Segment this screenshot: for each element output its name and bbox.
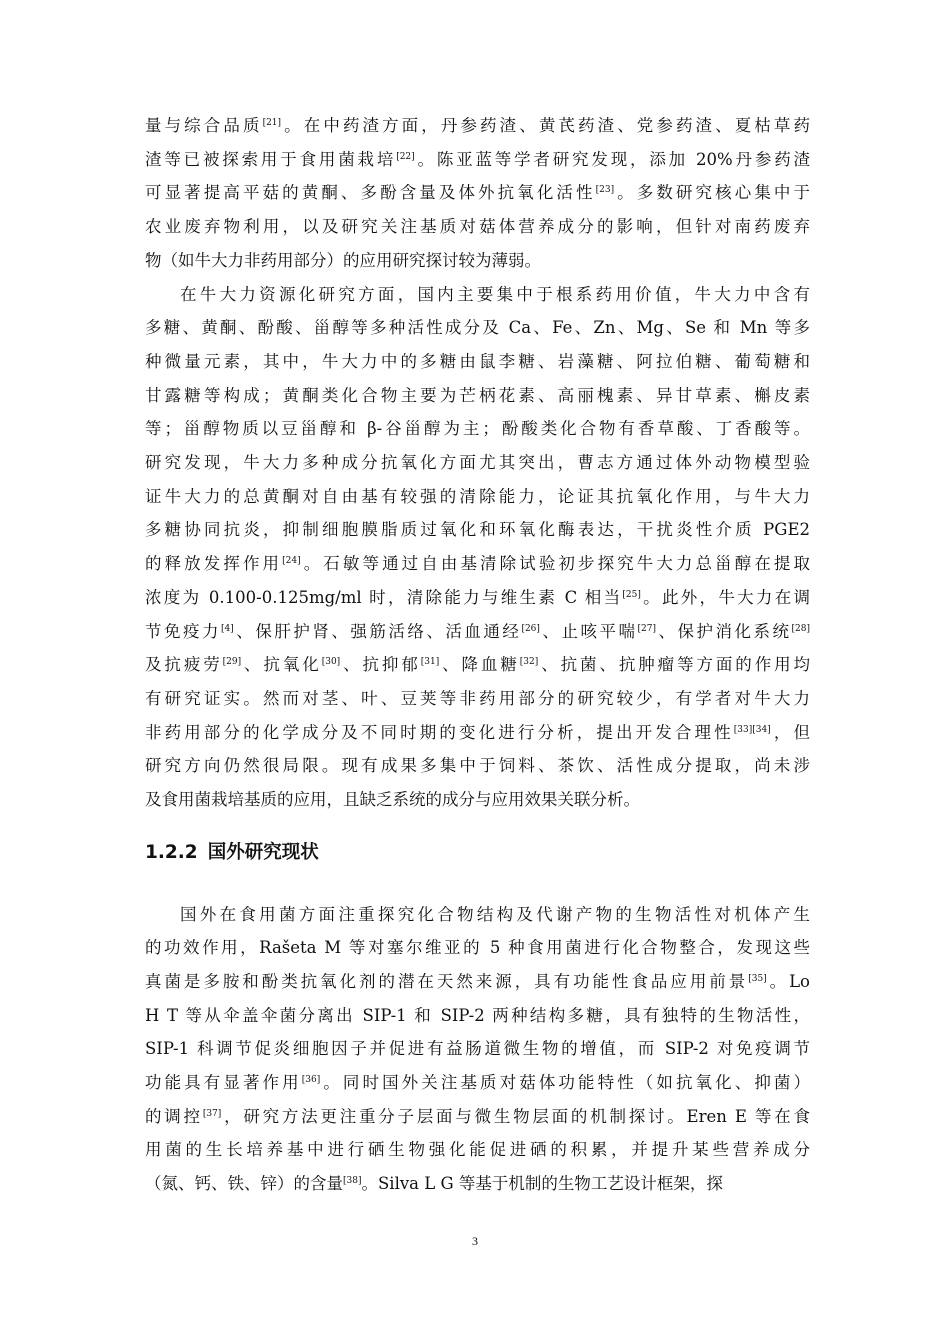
text-run: 多糖、黄酮、酚酸、甾醇等多种活性成分及 Ca、Fe、Zn、Mg、Se 和 Mn 等多	[145, 318, 810, 338]
text-run: 的调控	[145, 1106, 203, 1126]
citation-marker: [36]	[301, 1075, 321, 1085]
text-line	[145, 1172, 810, 1196]
citation-marker: [22]	[396, 151, 415, 162]
text-line	[145, 316, 810, 340]
text-run: 渣等已被探索用于食用菌栽培	[145, 149, 397, 169]
text-line	[145, 653, 810, 677]
text-run: 。Lo	[766, 971, 810, 991]
text-run: 。陈亚蓝等学者研究发现，添加 20%丹参药渣	[414, 149, 811, 169]
text-line	[145, 148, 810, 172]
text-line	[145, 1105, 810, 1129]
text-run: 浓度为 0.100-0.125mg/ml 时，清除能力与维生素 C 相当	[145, 587, 623, 607]
text-run: 、降血糖	[439, 655, 520, 675]
text-line	[145, 970, 810, 994]
text-run: 国外在食用菌方面注重探究化合物结构及代谢产物的生物活性对机体产生	[180, 904, 810, 924]
text-run: （氮、钙、铁、锌）的含量	[145, 1174, 343, 1194]
text-run: 的释放发挥作用	[145, 554, 283, 574]
citation-marker: [4]	[221, 623, 234, 634]
text-run: 在牛大力资源化研究方面，国内主要集中于根系药用价值，牛大力中含有	[180, 284, 810, 304]
citation-marker: [25]	[622, 589, 641, 600]
text-run: ，研究方法更注重分子层面与微生物层面的机制探讨。Eren E 等在食	[221, 1106, 810, 1126]
text-line	[145, 485, 810, 509]
text-line	[145, 552, 810, 576]
text-line	[145, 687, 810, 711]
text-run: 甘露糖等构成；黄酮类化合物主要为芒柄花素、高丽槐素、异甘草素、槲皮素	[145, 385, 810, 405]
citation-marker: [30]	[321, 657, 341, 668]
citation-marker: [26]	[521, 623, 540, 634]
text-run: 种微量元素，其中，牛大力中的多糖由鼠李糖、岩藻糖、阿拉伯糖、葡萄糖和	[145, 351, 810, 371]
text-line	[145, 1138, 810, 1162]
text-run: 及抗疲劳	[145, 655, 223, 675]
text-run: 用菌的生长培养基中进行硒生物强化能促进硒的积累，并提升某些营养成分	[145, 1140, 810, 1160]
text-run: 物（如牛大力非药用部分）的应用研究探讨较为薄弱。	[145, 250, 541, 270]
section-heading	[145, 841, 319, 865]
citation-marker: [32]	[519, 657, 539, 668]
text-line	[145, 586, 810, 610]
text-line	[145, 1071, 810, 1095]
text-run: 。石敏等通过自由基清除试验初步探究牛大力总甾醇在提取	[300, 554, 811, 574]
text-run: 农业废弃物利用，以及研究关注基质对菇体营养成分的影响，但针对南药废弃	[145, 217, 810, 237]
text-line	[145, 384, 810, 408]
text-run: 有研究证实。然而对茎、叶、豆荚等非药用部分的研究较少，有学者对牛大力	[145, 688, 810, 708]
text-run: 可显著提高平菇的黄酮、多酚含量及体外抗氧化活性	[145, 183, 596, 203]
text-run: 。在中药渣方面，丹参药渣、黄芪药渣、党参药渣、夏枯草药	[281, 116, 811, 135]
section-title: 国外研究现状	[207, 842, 319, 863]
text-run: 。多数研究核心集中于	[614, 183, 811, 203]
text-line	[145, 936, 810, 960]
text-line	[145, 417, 810, 441]
text-line	[145, 788, 810, 812]
text-run: 研究方向仍然很局限。现有成果多集中于饲料、茶饮、活性成分提取，尚未涉	[145, 756, 810, 776]
citation-marker: [35]	[748, 973, 767, 984]
citation-marker: [21]	[262, 118, 282, 128]
citation-marker: [37]	[202, 1108, 222, 1119]
text-line	[145, 518, 810, 542]
text-line	[145, 754, 810, 778]
text-line	[145, 249, 810, 273]
text-line	[145, 620, 810, 644]
page-number: 3	[472, 1234, 478, 1248]
text-line	[145, 215, 810, 239]
text-line	[145, 451, 810, 475]
text-run: 。Silva L G 等基于机制的生物工艺设计框架，探	[361, 1174, 723, 1194]
text-run: 、抗氧化	[241, 655, 322, 675]
text-line	[145, 721, 810, 745]
text-run: 功能具有显著作用	[145, 1073, 302, 1092]
text-line	[145, 181, 810, 205]
citation-marker: [24]	[282, 556, 301, 567]
text-line	[145, 350, 810, 374]
text-run: 量与综合品质	[145, 116, 263, 135]
text-run: 。同时国外关注基质对菇体功能特性（如抗氧化、抑菌）	[320, 1073, 811, 1092]
text-run: H T 等从伞盖伞菌分离出 SIP-1 和 SIP-2 两种结构多糖，具有独特的生物活性，	[145, 1005, 810, 1025]
text-run: 证牛大力的总黄酮对自由基有较强的清除能力，论证其抗氧化作用，与牛大力	[145, 486, 810, 506]
text-run: 真菌是多胺和酚类抗氧化剂的潜在天然来源，具有功能性食品应用前景	[145, 971, 749, 991]
text-run: 节免疫力	[145, 621, 222, 641]
section-number: 1.2.2	[145, 842, 198, 863]
text-run: ，但	[770, 722, 811, 742]
text-line	[180, 283, 810, 307]
citation-marker: [31]	[420, 657, 440, 668]
text-run: 、保肝护肾、强筋活络、活血通经	[233, 621, 522, 641]
text-line	[145, 114, 810, 138]
text-run: 研究发现，牛大力多种成分抗氧化方面尤其突出，曹志方通过体外动物模型验	[145, 453, 810, 472]
text-run: 。此外，牛大力在调	[640, 587, 811, 607]
text-run: SIP-1 科调节促炎细胞因子并促进有益肠道微生物的增值，而 SIP-2 对免疫调节	[145, 1039, 810, 1059]
text-run: 多糖协同抗炎，抑制细胞膜脂质过氧化和环氧化酶表达，干扰炎性介质 PGE2	[145, 520, 810, 540]
text-run: 、保护消化系统	[655, 621, 792, 641]
citation-marker: [28]	[791, 623, 811, 634]
text-run: 、抗抑郁	[340, 655, 421, 675]
citation-marker: [38]	[343, 1176, 362, 1187]
text-line	[145, 1037, 810, 1061]
text-line	[180, 903, 810, 927]
citation-marker: [23]	[595, 185, 615, 196]
text-line	[145, 1004, 810, 1028]
text-run: 等；甾醇物质以豆甾醇和 β-谷甾醇为主；酚酸类化合物有香草酸、丁香酸等。	[145, 419, 810, 439]
text-run: 、抗菌、抗肿瘤等方面的作用均	[538, 655, 811, 675]
citation-marker: [29]	[222, 657, 242, 668]
citation-marker: [27]	[637, 623, 656, 634]
text-run: 的功效作用，Rašeta M 等对塞尔维亚的 5 种食用菌进行化合物整合，发现这些	[145, 938, 810, 958]
text-run: 非药用部分的化学成分及不同时期的变化进行分析，提出开发合理性	[145, 722, 734, 742]
citation-marker: [33][34]	[733, 724, 771, 735]
text-run: 、止咳平喘	[539, 621, 638, 641]
text-run: 及食用菌栽培基质的应用，且缺乏系统的成分与应用效果关联分析。	[145, 790, 640, 809]
